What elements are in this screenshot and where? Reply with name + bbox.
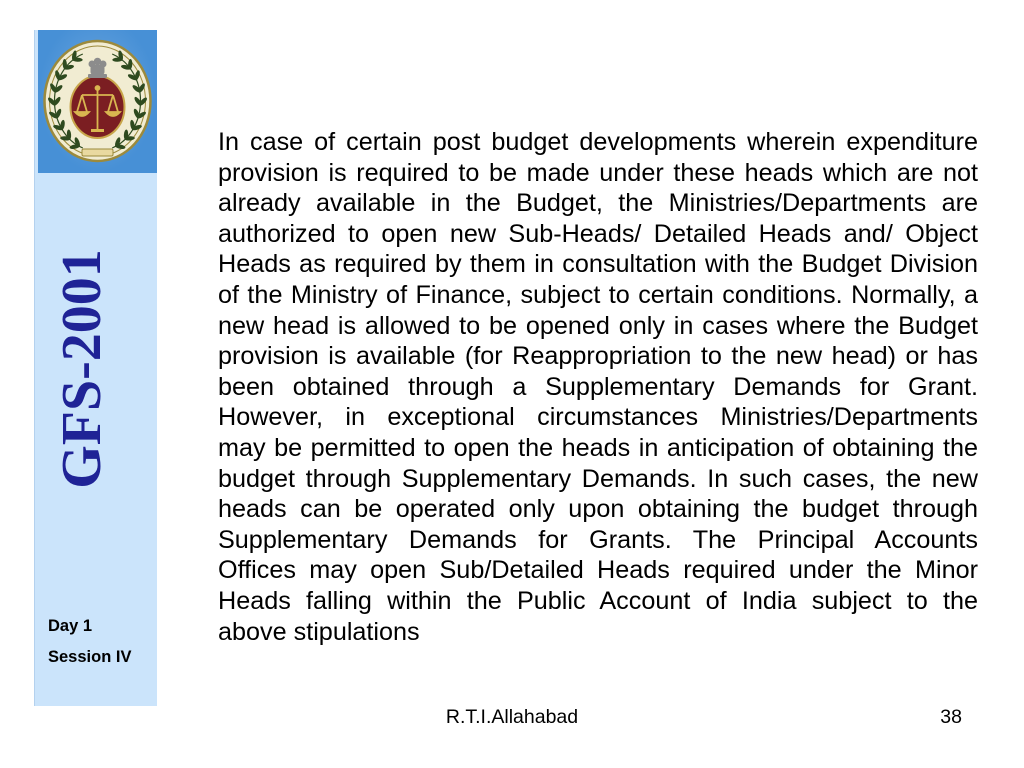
body-text-line: heads can be operated only upon obtaining the budget through	[218, 495, 978, 524]
body-text-line: budget through Supplementary Demands. In such cases, the new	[218, 464, 978, 493]
body-text-line: However, in exceptional circumstances Ministries/Departments	[218, 403, 978, 432]
body-text-line: above stipulations	[218, 617, 420, 646]
body-text-line: been obtained through a Supplementary Demands for Grant.	[218, 372, 978, 401]
emblem-seal-icon	[38, 30, 157, 173]
day-label: Day 1	[48, 617, 93, 635]
body-paragraph	[218, 127, 978, 647]
lion-capital	[88, 58, 107, 78]
body-text-line: Supplementary Demands for Grants. The Principal Accounts	[218, 525, 978, 554]
body-text-line: new head is allowed to be opened only in cases where the Budget	[218, 311, 978, 340]
body-text-line: Heads falling within the Public Account of India subject to the	[218, 586, 978, 615]
logo-box	[38, 30, 157, 173]
course-title: GFS-2001	[51, 249, 113, 489]
body-text-line: authorized to open new Sub-Heads/ Detailed Heads and/ Object	[218, 219, 978, 248]
body-text-line: already available in the Budget, the Ministries/Departments are	[218, 189, 978, 218]
body-text-line: In case of certain post budget developments wherein expenditure	[218, 128, 978, 156]
body-text-line: provision is required to be made under these heads which are not	[218, 158, 978, 187]
session-label: Session IV	[48, 648, 132, 666]
body-text-line: provision is available (for Reappropriation to the new head) or has	[218, 342, 978, 371]
page-number: 38	[940, 706, 962, 728]
body-text-line: Offices may open Sub/Detailed Heads required under the Minor	[218, 556, 978, 585]
seal-ribbon	[82, 149, 113, 156]
body-text-line: may be permitted to open the heads in anticipation of obtaining the	[218, 433, 978, 462]
sidebar-panel	[34, 30, 157, 706]
footer-organization: R.T.I.Allahabad	[445, 706, 579, 728]
body-text-line: Heads as required by them in consultation with the Budget Division	[218, 250, 978, 279]
body-text-line: of the Ministry of Finance, subject to certain conditions. Normally, a	[218, 280, 978, 309]
